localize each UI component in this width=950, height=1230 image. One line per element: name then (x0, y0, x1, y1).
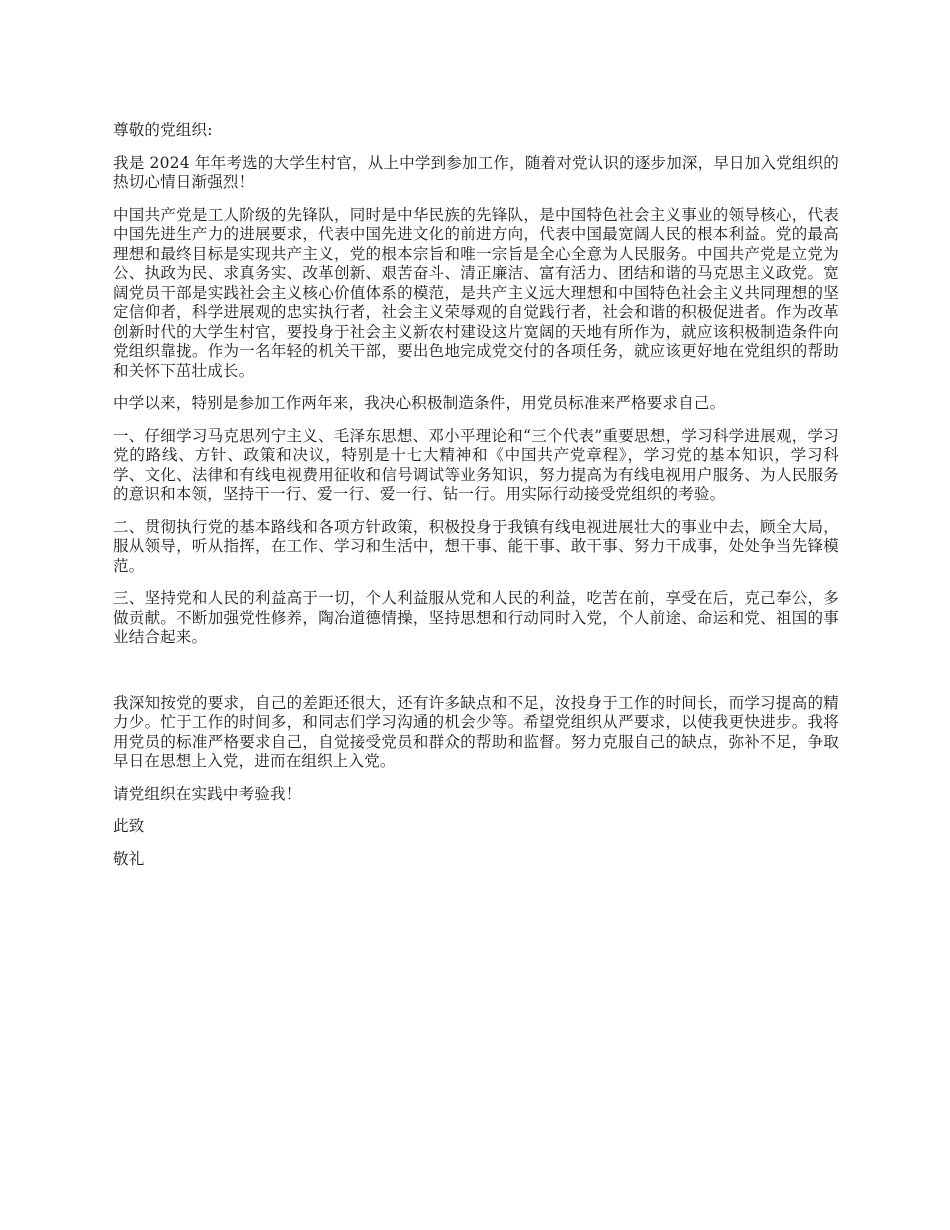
closing-line-2: 敬礼 (113, 849, 145, 868)
request-line: 请党组织在实践中考验我！ (113, 784, 302, 803)
self-assessment-paragraph: 我深知按党的要求，自己的差距还很大，还有许多缺点和不足，汝投身于工作的时间长，而学习提高的精力少。忙于工作的时间多，和同志们学习沟通的机会少等。希望党组织从严要求，以使我更快进步。我将用党员的标准严格要求自己，自觉接受党员和群众的帮助和监督。努力克服自己的缺点，弥补不足，争取早日在思想上入党，进而在组织上入党。 (113, 693, 839, 770)
blank-spacer (113, 661, 839, 694)
intro-paragraph: 我是 2024 年年考选的大学生村官，从上中学到参加工作，随着对党认识的逐步加深，早日加入党组织的热切心情日渐强烈！ (113, 153, 839, 191)
salutation: 尊敬的党组织: (113, 121, 213, 139)
point-two-paragraph: 二、贯彻执行党的基本路线和各项方针政策，积极投身于我镇有线电视进展壮大的事业中去，顾全大局，服从领导，听从指挥，在工作、学习和生活中，想干事、能干事、敢干事、努力干成事，处处争当先锋模范。 (113, 517, 839, 575)
point-one-paragraph: 一、仔细学习马克思列宁主义、毛泽东思想、邓小平理论和“三个代表”重要思想，学习科学进展观，学习党的路线、方针、政策和决议，特别是十七大精神和《中国共产党章程》，学习党的基本知识，学习科学、文化、法律和有线电视费用征收和信号调试等业务知识，努力提高为有线电视用户服务、为人民服务的意识和本领，坚持干一行、爱一行、爱一行、钻一行。用实际行动接受党组织的考验。 (113, 426, 839, 503)
party-paragraph: 中国共产党是工人阶级的先锋队，同时是中华民族的先锋队，是中国特色社会主义事业的领导核心，代表中国先进生产力的进展要求，代表中国先进文化的前进方向，代表中国最宽阔人民的根本利益。党的最高理想和最终目标是实现共产主义，党的根本宗旨和唯一宗旨是全心全意为人民服务。中国共产党是立党为公、执政为民、求真务实、改革创新、艰苦奋斗、清正廉洁、富有活力、团结和谐的马克思主义政党。宽阔党员干部是实践社会主义核心价值体系的模范，是共产主义远大理想和中国特色社会主义共同理想的坚定信仰者，科学进展观的忠实执行者，社会主义荣辱观的自觉践行者，社会和谐的积极促进者。作为改革创新时代的大学生村官，要投身于社会主义新农村建设这片宽阔的天地有所作为，就应该积极制造条件向党组织靠拢。作为一名年轻的机关干部，要出色地完成党交付的各项任务，就应该更好地在党组织的帮助和关怀下茁壮成长。 (113, 205, 839, 380)
point-three-paragraph: 三、坚持党和人民的利益高于一切，个人利益服从党和人民的利益，吃苦在前，享受在后，克己奉公，多做贡献。不断加强党性修养，陶冶道德情操，坚持思想和行动同时入党，个人前途、命运和党、祖国的事业结合起来。 (113, 589, 839, 646)
letter-body (113, 121, 839, 882)
closing-line-1: 此致 (113, 817, 145, 835)
since-paragraph: 中学以来，特别是参加工作两年来，我决心积极制造条件，用党员标准来严格要求自己。 (113, 394, 726, 412)
